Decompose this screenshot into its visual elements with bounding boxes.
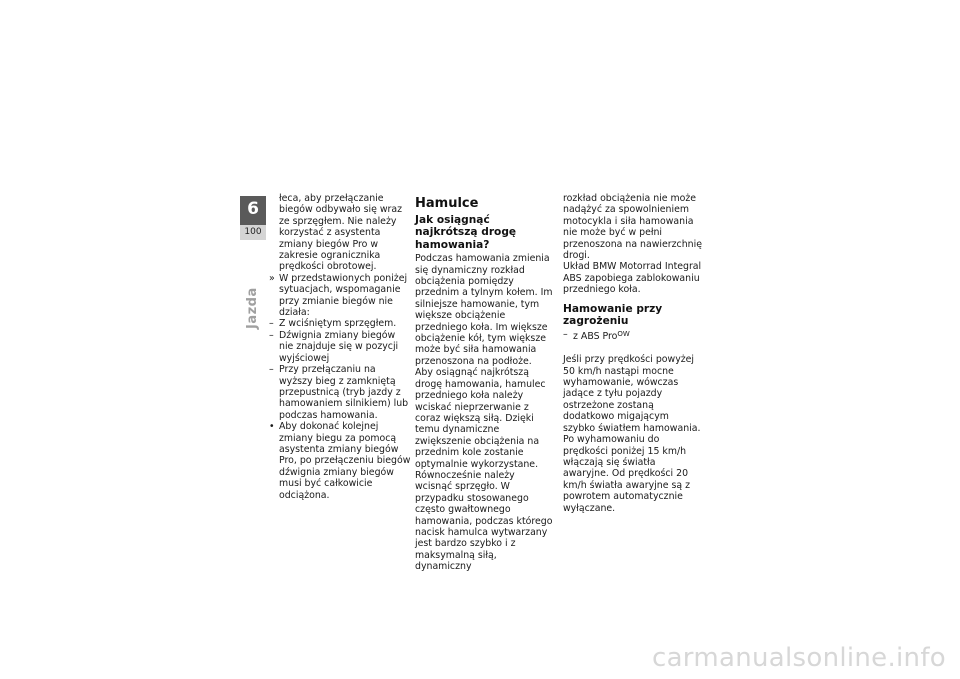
list-item-text: Z wciśniętym sprzęgłem. xyxy=(279,318,397,330)
list-item xyxy=(563,329,703,342)
paragraph: Aby osiągnąć najkrótszą drogę hamowania, hamulec przedniego koła należy wciskać nieprzerwanie z coraz większą siłą. Dzięki temu dynamiczne zwiększenie obciążenia na przednim kole zostanie optymalnie wykorzystane. Równocześnie należy wcisnąć sprzęgło. W przypadku stosowanego często gwałtownego hamowania, podczas którego nacisk hamulca wytwarzany jest bardzo szybko i z maksymalną siłą, dynamiczny xyxy=(415,367,553,573)
chapter-side-label: Jazda xyxy=(245,287,260,329)
list-marker: – xyxy=(563,329,568,341)
text-column-1 xyxy=(269,193,411,501)
list-item-text: Dźwignia zmiany biegów nie znajduje się w pozycji wyjściowej xyxy=(279,329,399,364)
list-item xyxy=(269,273,411,319)
subsection-heading: Hamowanie przy zagrożeniu xyxy=(563,302,663,328)
chapter-tab xyxy=(240,196,266,240)
paragraph: Układ BMW Motorrad Integral ABS zapobiega zablokowaniu przedniego koła. xyxy=(563,261,702,296)
list-marker: » xyxy=(269,272,275,284)
list-marker: • xyxy=(269,421,275,433)
list-item xyxy=(269,364,411,421)
watermark: carmanualsonline.info xyxy=(651,643,946,673)
paragraph: Podczas hamowania zmienia się dynamiczny rozkład obciążenia pomiędzy przednim a tylnym kołem. Im silniejsze hamowanie, tym większe obciążenie przedniego koła. Im większe obciążenie kół, tym większe może być siła hamowania przenoszona na podłoże. xyxy=(415,253,553,367)
list-item-text: Aby dokonać kolejnej zmiany biegu za pomocą asystenta zmiany biegów Pro, po przełączeniu biegów dźwignia zmiany biegów musi być całkowicie odciążona. xyxy=(279,421,411,501)
continued-text: łeca, aby przełączanie biegów odbywało się wraz ze sprzęgłem. Nie należy korzystać z asystenta zmiany biegów Pro w zakresie ogranicznika prędkości obrotowej. xyxy=(279,193,403,273)
list-item xyxy=(269,330,411,364)
subsection-heading: Jak osiągnąć najkrótszą drogę hamowania? xyxy=(415,214,517,251)
list-item-text: Przy przełączaniu na wyższy bieg z zamkniętą przepustnicą (tryb jazdy z hamowaniem silnikiem) lub podczas hamowania. xyxy=(279,364,409,421)
list-item xyxy=(269,421,411,501)
page-number: 100 xyxy=(240,225,266,240)
text-column-2 xyxy=(415,196,553,573)
text-column-3 xyxy=(563,193,703,514)
list-marker: – xyxy=(269,364,274,376)
section-heading: Hamulce xyxy=(415,196,479,211)
option-superscript: OW xyxy=(617,330,630,339)
list-item-text: z ABS Pro xyxy=(573,331,618,343)
list-item-text: W przedstawionych poniżej sytuacjach, wspomaganie przy zmianie biegów nie działa: xyxy=(279,272,408,319)
paragraph: rozkład obciążenia nie może nadążyć za spowolnieniem motocykla i siła hamowania nie może być w pełni przenoszona na nawierzchnię drogi. xyxy=(563,193,702,262)
list-marker: – xyxy=(269,318,274,330)
list-item xyxy=(269,318,411,329)
chapter-number: 6 xyxy=(247,199,259,219)
paragraph: Jeśli przy prędkości powyżej 50 km/h nastąpi mocne wyhamowanie, wówczas jadące z tyłu pojazdy ostrzeżone zostaną dodatkowo migającym szybko światłem hamowania. xyxy=(563,354,701,434)
list-marker: – xyxy=(269,329,274,341)
paragraph: Po wyhamowaniu do prędkości poniżej 15 km/h włączają się światła awaryjne. Od prędkości 20 km/h światła awaryjne są z powrotem automatycznie wyłączane. xyxy=(563,434,690,514)
